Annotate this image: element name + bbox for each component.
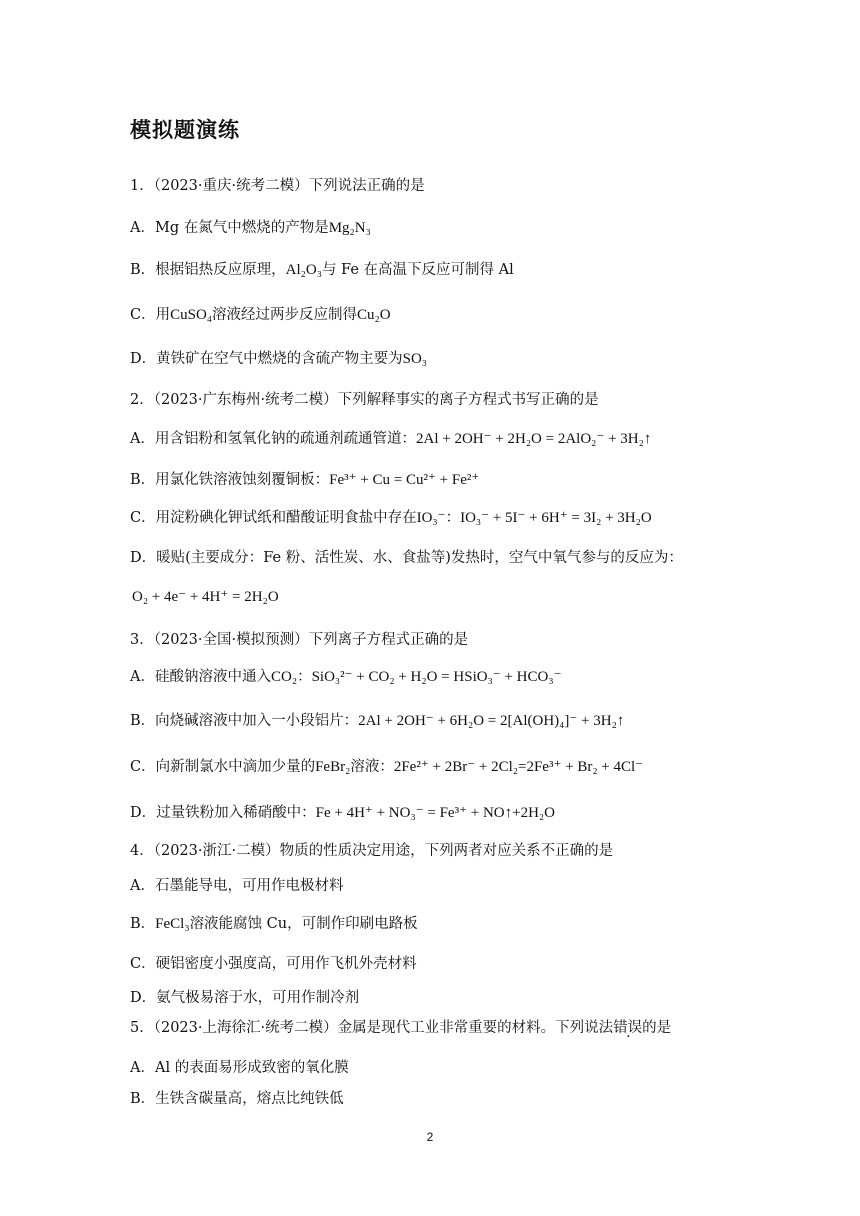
question-3-option-b: B．向烧碱溶液中加入一小段铝片：2Al + 2OH⁻ + 6H₂O = 2[Al(OH)₄]⁻ + 3H₂↑ — [130, 713, 625, 729]
question-1-stem: 1．（2023·重庆·统考二模）下列说法正确的是 — [130, 178, 425, 194]
page-number: 2 — [426, 1130, 434, 1144]
question-1-option-c: C．用CuSO₄溶液经过两步反应制得Cu₂O — [130, 307, 391, 323]
question-5-stem: 5．（2023·上海徐汇·统考二模）金属是现代工业非常重要的材料。下列说法错误的是 — [130, 1020, 672, 1036]
question-4-option-a: A．石墨能导电，可用作电极材料 — [130, 878, 344, 894]
question-2-option-c: C．用淀粉碘化钾试纸和醋酸证明食盐中存在IO₃⁻：IO₃⁻ + 5I⁻ + 6H⁺ = 3I₂ + 3H₂O — [130, 510, 652, 526]
emphasis-text: 错误 — [613, 1020, 643, 1036]
question-4-stem: 4．（2023·浙江·二模）物质的性质决定用途，下列两者对应关系不正确的是 — [130, 843, 614, 859]
question-2-stem: 2．（2023·广东梅州·统考二模）下列解释事实的离子方程式书写正确的是 — [130, 392, 599, 408]
question-4-option-c: C．硬铝密度小强度高，可用作飞机外壳材料 — [130, 956, 417, 972]
question-2-option-d-equation: O₂ + 4e⁻ + 4H⁺ = 2H₂O — [132, 589, 279, 605]
question-5-option-b: B．生铁含碳量高，熔点比纯铁低 — [130, 1091, 344, 1107]
question-1-option-d: D．黄铁矿在空气中燃烧的含硫产物主要为SO₃ — [130, 351, 428, 367]
question-3-option-c: C．向新制氯水中滴加少量的FeBr₂溶液：2Fe²⁺ + 2Br⁻ + 2Cl₂=2Fe³⁺ + Br₂ + 4Cl⁻ — [130, 759, 644, 775]
question-1-option-a: A．Mg 在氮气中燃烧的产物是Mg₂N₃ — [130, 220, 371, 236]
section-title: 模拟题演练 — [130, 118, 240, 142]
question-3-option-d: D．过量铁粉加入稀硝酸中：Fe + 4H⁺ + NO₃⁻ = Fe³⁺ + NO↑+2H₂O — [130, 805, 555, 821]
question-4-option-b: B．FeCl₃溶液能腐蚀 Cu，可制作印刷电路板 — [130, 916, 418, 932]
question-3-stem: 3．（2023·全国·模拟预测）下列离子方程式正确的是 — [130, 632, 469, 648]
question-2-option-d: D．暖贴(主要成分：Fe 粉、活性炭、水、食盐等)发热时，空气中氧气参与的反应为： — [130, 550, 683, 566]
question-5-option-a: A．Al 的表面易形成致密的氧化膜 — [130, 1060, 349, 1076]
question-1-option-b: B．根据铝热反应原理，Al₂O₃与 Fe 在高温下反应可制得 Al — [130, 262, 514, 278]
question-3-option-a: A．硅酸钠溶液中通入CO₂：SiO₃²⁻ + CO₂ + H₂O = HSiO₃⁻ + HCO₃⁻ — [130, 669, 562, 685]
question-2-option-b: B．用氯化铁溶液蚀刻覆铜板：Fe³⁺ + Cu = Cu²⁺ + Fe²⁺ — [130, 472, 480, 488]
question-4-option-d: D．氨气极易溶于水，可用作制冷剂 — [130, 990, 360, 1006]
question-2-option-a: A．用含铝粉和氢氧化钠的疏通剂疏通管道：2Al + 2OH⁻ + 2H₂O = 2AlO₂⁻ + 3H₂↑ — [130, 431, 652, 447]
